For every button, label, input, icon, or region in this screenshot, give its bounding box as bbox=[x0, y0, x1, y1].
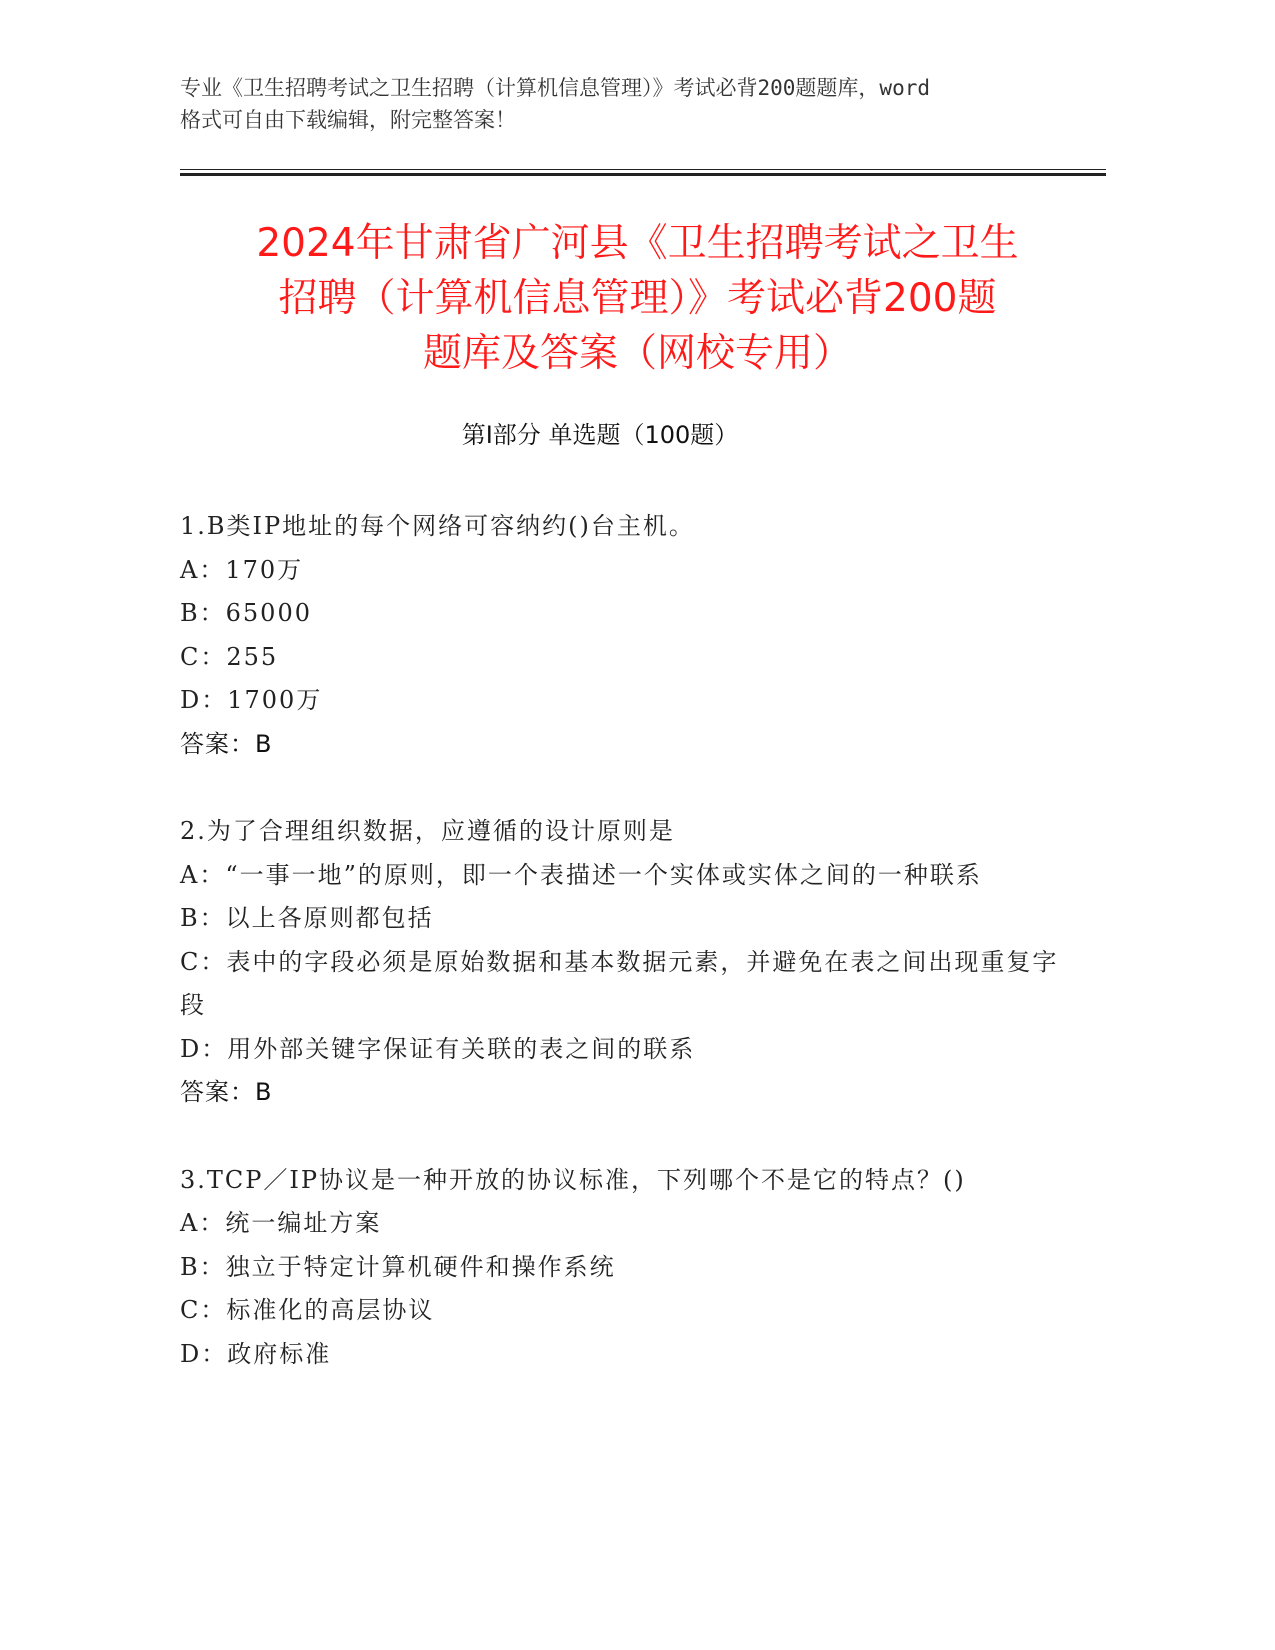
option-d: D：1700万 bbox=[180, 686, 323, 714]
option-c: C：表中的字段必须是原始数据和基本数据元素，并避免在表之间出现重复字段 bbox=[180, 947, 1059, 1019]
option-b: B：65000 bbox=[180, 599, 312, 627]
question-list bbox=[180, 505, 1060, 1420]
title-line-1: 2024年甘肃省广河县《卫生招聘考试之卫生 bbox=[256, 221, 1019, 266]
option-a: A：“一事一地”的原则，即一个表描述一个实体或实体之间的一种联系 bbox=[180, 860, 982, 889]
title-line-3: 题库及答案（网校专用） bbox=[422, 331, 852, 376]
header-note-line-1: 专业《卫生招聘考试之卫生招聘（计算机信息管理）》考试必背200题题库，word bbox=[180, 76, 930, 100]
option-a: A：统一编址方案 bbox=[180, 1209, 382, 1237]
section-heading: 第Ⅰ部分 单选题（100题） bbox=[461, 421, 739, 449]
header-divider-thin bbox=[180, 169, 1106, 170]
question-text: 2.为了合理组织数据，应遵循的设计原则是 bbox=[180, 817, 675, 845]
document-title bbox=[150, 216, 1125, 381]
option-c: C：标准化的高层协议 bbox=[180, 1296, 435, 1324]
question-3 bbox=[180, 1159, 1060, 1377]
answer: 答案：B bbox=[180, 1078, 273, 1106]
question-text: 3.TCP／IP协议是一种开放的协议标准，下列哪个不是它的特点？() bbox=[180, 1165, 966, 1194]
question-2 bbox=[180, 810, 1060, 1115]
question-1 bbox=[180, 505, 1060, 766]
option-d: D：政府标准 bbox=[180, 1339, 332, 1368]
option-a: A：170万 bbox=[180, 555, 304, 584]
option-b: B：以上各原则都包括 bbox=[180, 904, 434, 932]
option-d: D：用外部关键字保证有关联的表之间的联系 bbox=[180, 1034, 696, 1063]
question-text: 1.B类IP地址的每个网络可容纳约()台主机。 bbox=[180, 512, 695, 540]
option-c: C：255 bbox=[180, 642, 279, 671]
answer: 答案：B bbox=[180, 729, 273, 758]
header-note bbox=[180, 72, 1060, 136]
header-note-line-2: 格式可自由下载编辑，附完整答案！ bbox=[180, 108, 516, 132]
title-line-2: 招聘（计算机信息管理）》考试必背200题 bbox=[278, 276, 997, 321]
header-divider-thick bbox=[180, 173, 1106, 176]
option-b: B：独立于特定计算机硬件和操作系统 bbox=[180, 1252, 616, 1281]
